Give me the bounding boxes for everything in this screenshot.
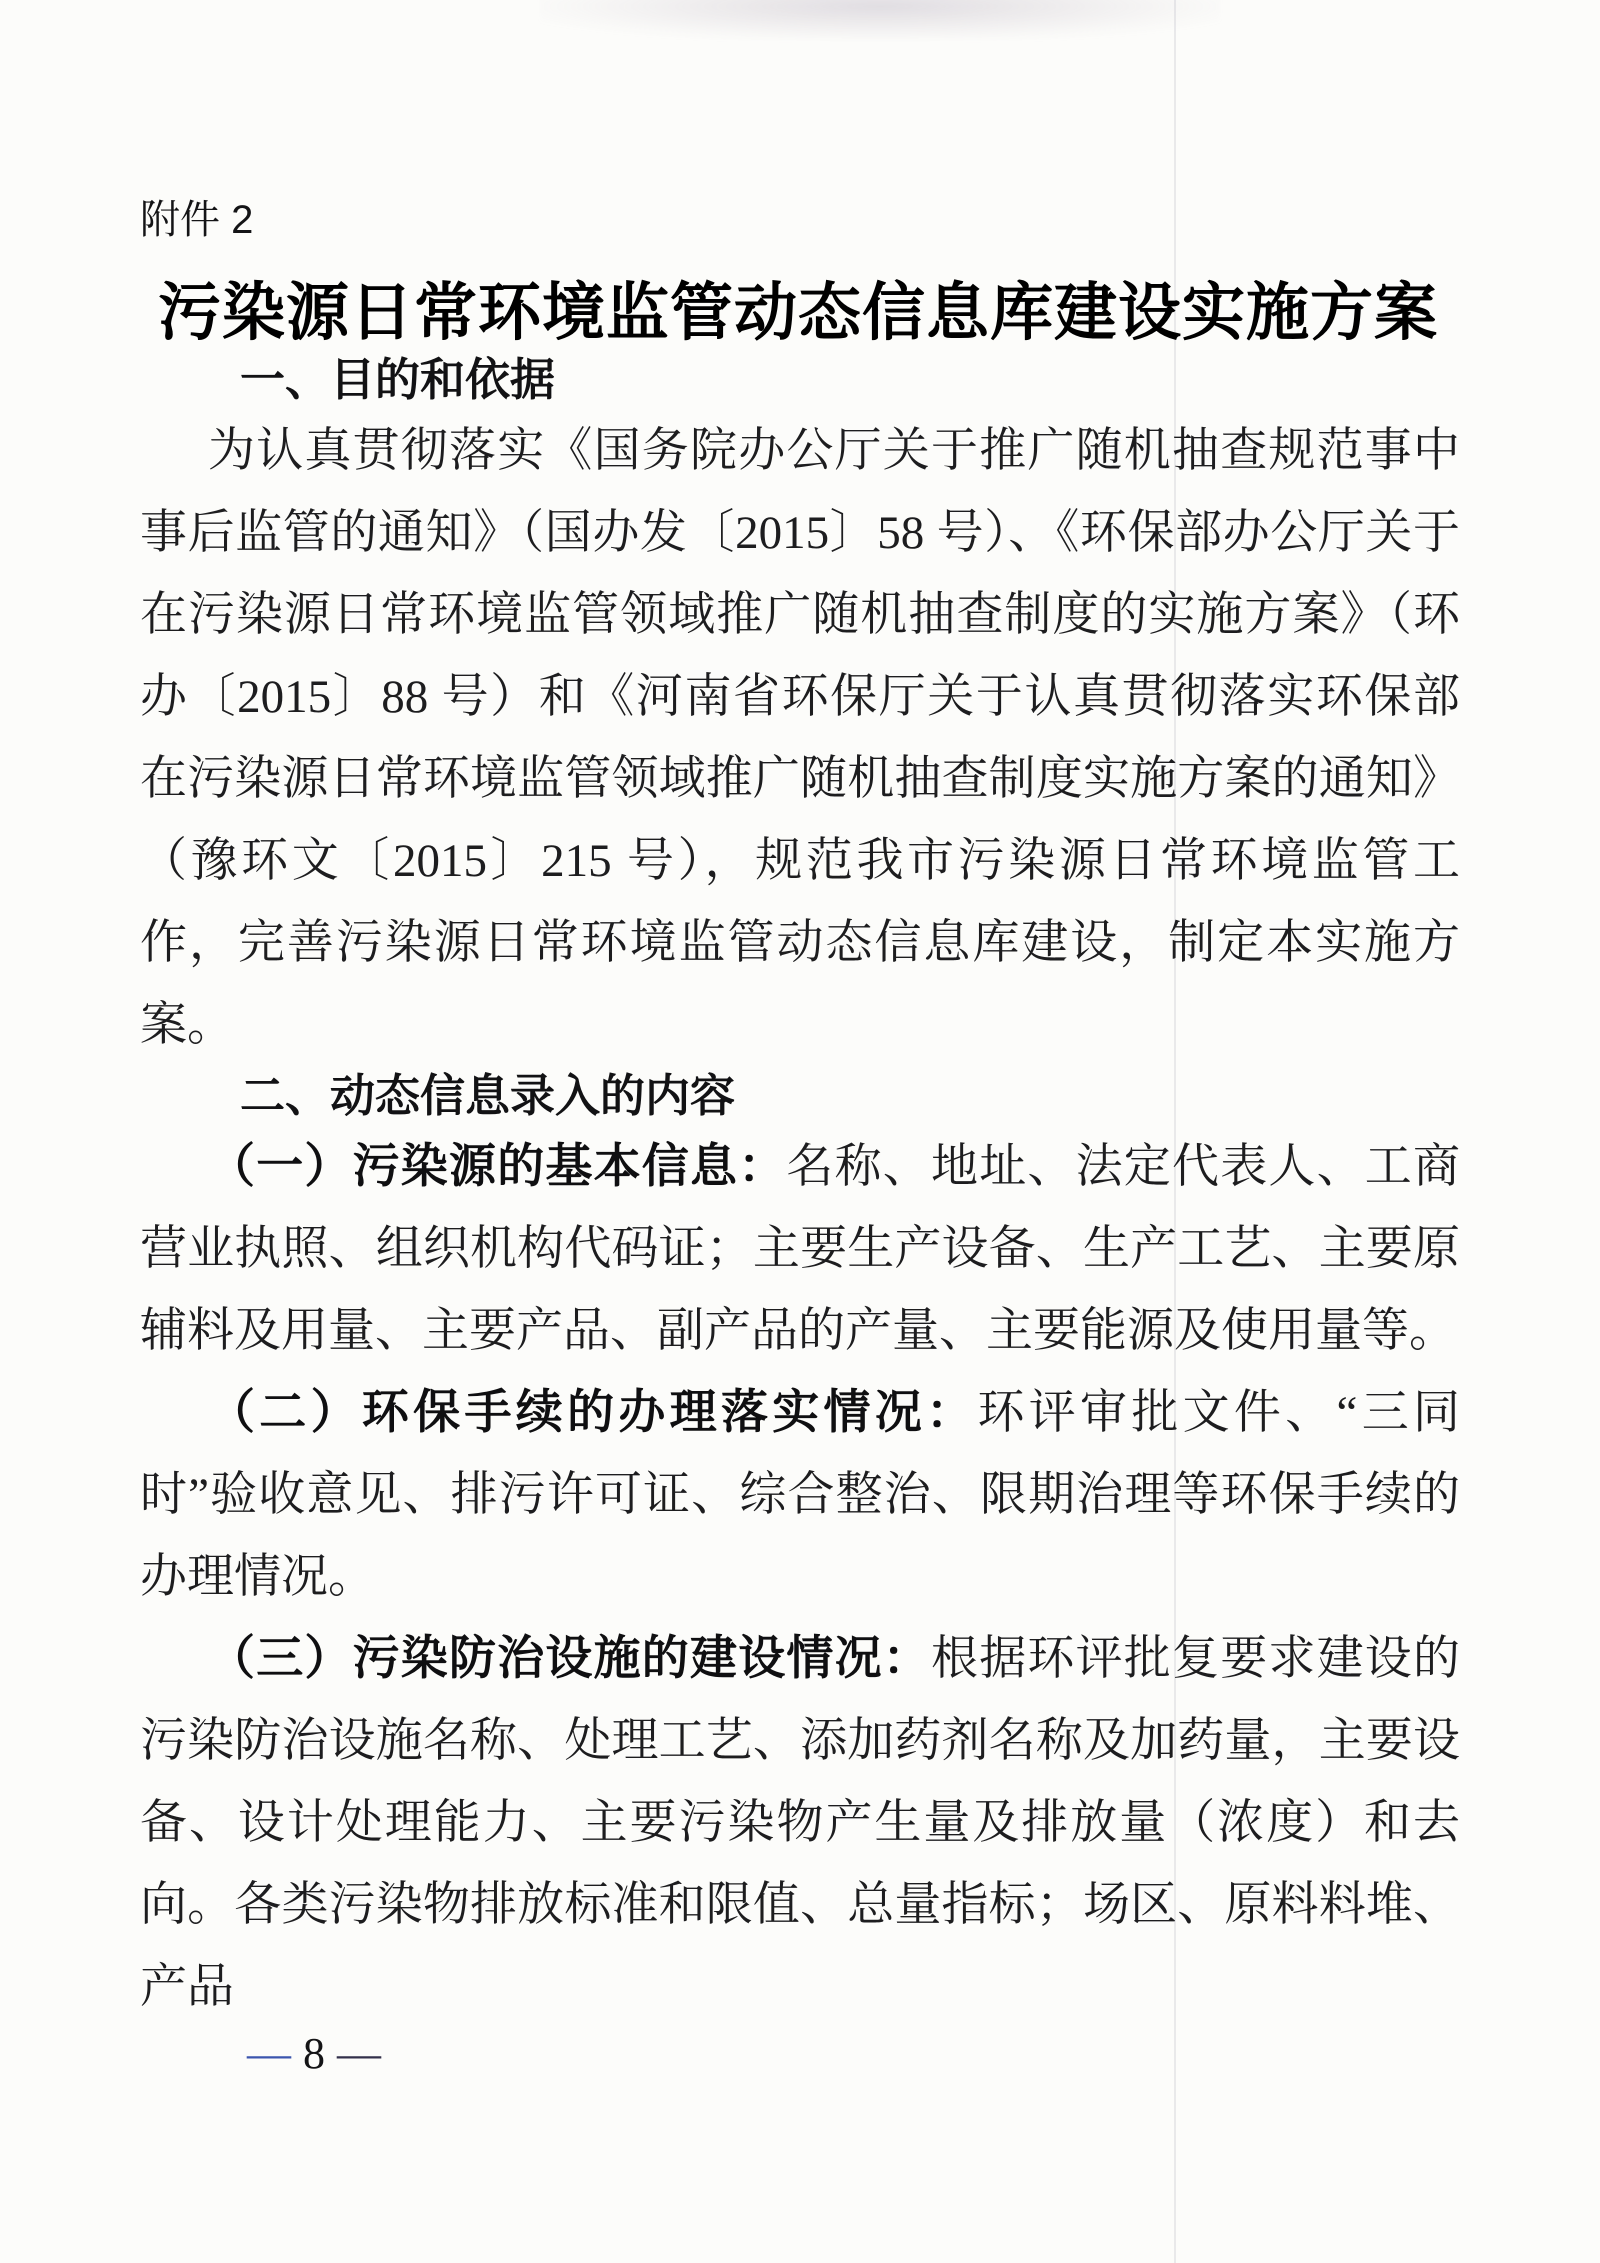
document-title: 污染源日常环境监管动态信息库建设实施方案 <box>158 278 1438 348</box>
page-number <box>247 2029 1460 2078</box>
page-number-dash-right: — <box>337 2029 381 2078</box>
page-number-dash-left: — <box>247 2029 291 2078</box>
paragraph-item-3-text: 根据环评批复要求建设的污染防治设施名称、处理工艺、添加药剂名称及加药量，主要设备、设计处理能力、主要污染物产生量及排放量（浓度）和去向。各类污染物排放标准和限值、总量指标；场区、原料料堆、产品 <box>140 1633 1460 2013</box>
paragraph-item-1 <box>140 1126 1460 1372</box>
paragraph-item-2 <box>140 1372 1460 1618</box>
paragraph-item-2-text: 环评审批文件、“三同时”验收意见、排污许可证、综合整治、限期治理等环保手续的办理情况。 <box>140 1387 1460 1603</box>
paragraph-item-1-text: 名称、地址、法定代表人、工商营业执照、组织机构代码证；主要生产设备、生产工艺、主要原辅料及用量、主要产品、副产品的产量、主要能源及使用量等。 <box>140 1141 1461 1357</box>
paragraph-purpose-and-basis: 为认真贯彻落实《国务院办公厅关于推广随机抽查规范事中事后监管的通知》（国办发〔2015〕58 号）、《环保部办公厅关于在污染源日常环境监管领域推广随机抽查制度的实施方案》（环办〔2015〕88 号）和《河南省环保厅关于认真贯彻落实环保部在污染源日常环境监管领域推广随机抽查制度实施方案的通知》（豫环文〔2015〕215 号），规范我市污染源日常环境监管工作，完善污染源日常环境监管动态信息库建设，制定本实施方案。 <box>140 425 1460 1051</box>
paragraph-item-3 <box>140 1618 1460 2028</box>
section-heading-purpose-and-basis: 一、目的和依据 <box>240 354 556 405</box>
section-heading-dynamic-info-content: 二、动态信息录入的内容 <box>240 1070 736 1121</box>
paragraph-item-1-lead: （一）污染源的基本信息： <box>208 1141 787 1193</box>
paragraph-item-3-lead: （三）污染防治设施的建设情况： <box>208 1633 931 1685</box>
attachment-label: 附件 2 <box>140 198 254 242</box>
page-number-value: 8 <box>303 2029 325 2078</box>
paragraph-item-2-lead: （二）环保手续的办理落实情况： <box>208 1387 978 1439</box>
